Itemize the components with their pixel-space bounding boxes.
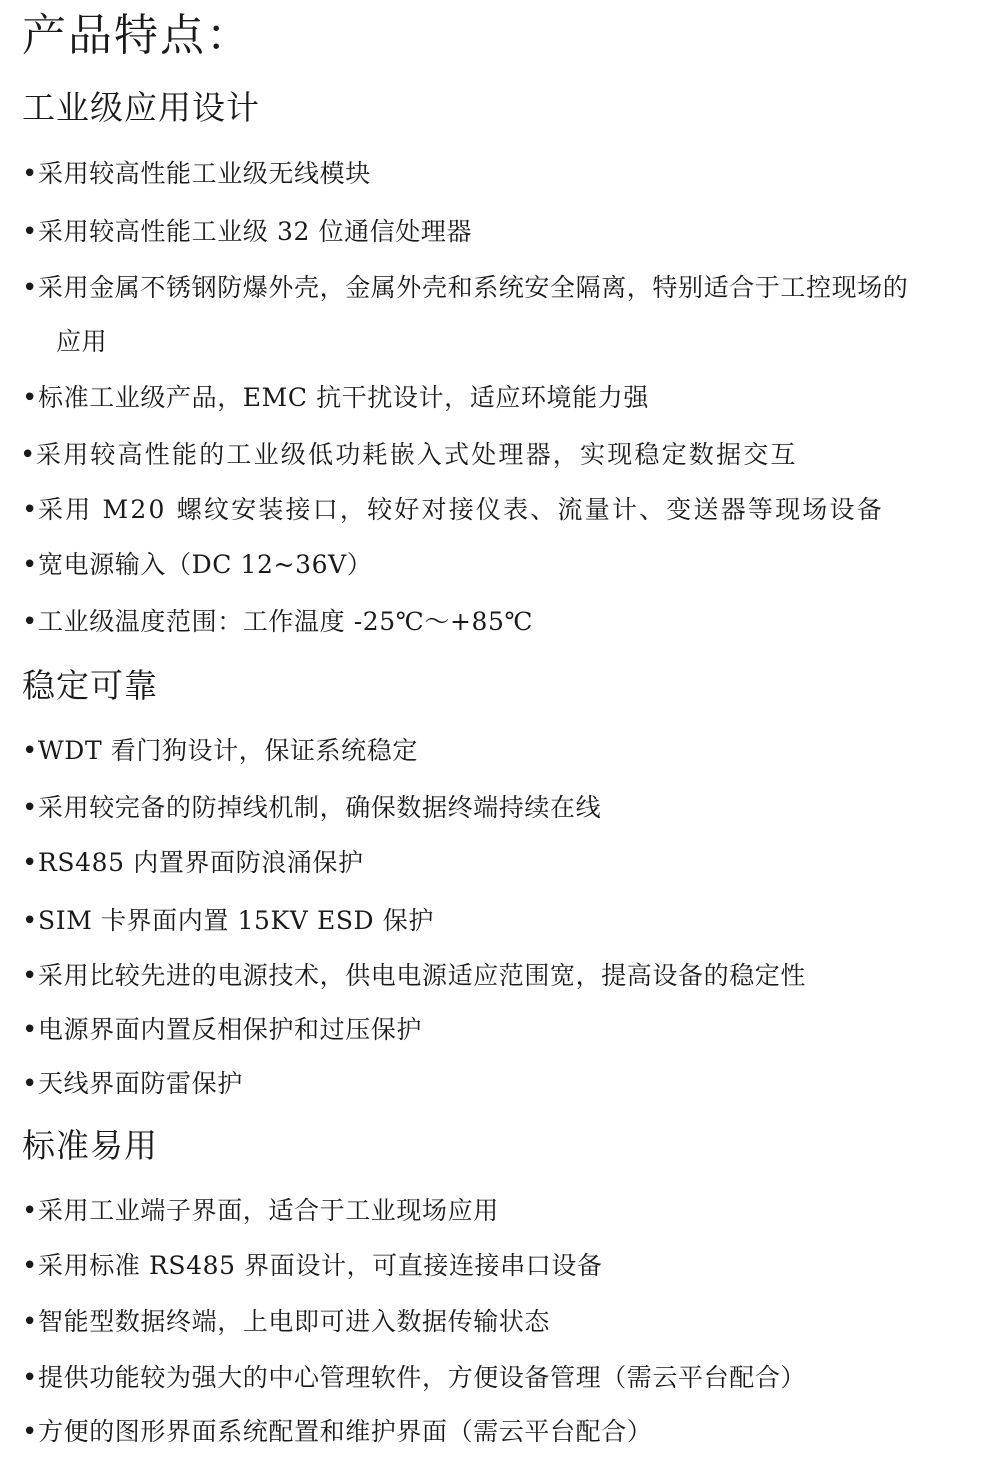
- list-item-text: 方便的图形界面系统配置和维护界面（需云平台配合）: [38, 1417, 653, 1446]
- bullet-icon: •: [22, 550, 38, 580]
- list-item: [22, 492, 992, 528]
- list-item: [22, 845, 992, 881]
- list-item: [22, 1360, 992, 1396]
- list-item: [22, 1414, 992, 1450]
- list-item-text: 采用较高性能工业级无线模块: [38, 159, 371, 188]
- list-item: [22, 156, 992, 192]
- list-item: [22, 1066, 992, 1102]
- list-item-text: 采用标准 RS485 界面设计，可直接连接串口设备: [38, 1251, 603, 1280]
- section-heading-stable-reliable: 稳定可靠: [22, 666, 158, 705]
- list-item: [22, 1248, 992, 1284]
- list-item-text: 采用比较先进的电源技术，供电电源适应范围宽，提高设备的稳定性: [38, 961, 807, 990]
- list-item: [22, 958, 992, 994]
- bullet-icon: •: [22, 793, 38, 823]
- list-item: [22, 1012, 992, 1048]
- bullet-icon: •: [20, 440, 36, 470]
- bullet-icon: •: [22, 848, 38, 878]
- list-item-text: 工业级温度范围：工作温度 -25℃～+85℃: [38, 607, 534, 636]
- bullet-icon: •: [22, 217, 38, 247]
- list-item: [22, 604, 992, 640]
- bullet-icon: •: [22, 1069, 38, 1099]
- list-item-text: 采用较高性能工业级 32 位通信处理器: [38, 217, 473, 246]
- bullet-icon: •: [22, 1251, 38, 1281]
- list-item-text: 采用 M20 螺纹安装接口，较好对接仪表、流量计、变送器等现场设备: [38, 495, 884, 524]
- bullet-icon: •: [22, 383, 38, 413]
- list-item-text: 提供功能较为强大的中心管理软件，方便设备管理（需云平台配合）: [38, 1363, 807, 1392]
- section-heading-standard-easy: 标准易用: [22, 1126, 158, 1165]
- list-item-text: 标准工业级产品，EMC 抗干扰设计，适应环境能力强: [38, 383, 649, 412]
- list-item-text: 电源界面内置反相保护和过压保护: [38, 1015, 423, 1044]
- list-item: [22, 547, 992, 583]
- bullet-icon: •: [22, 159, 38, 189]
- bullet-icon: •: [22, 607, 38, 637]
- list-item-text: 宽电源输入（DC 12~36V）: [38, 550, 373, 579]
- list-item-text: RS485 内置界面防浪涌保护: [38, 848, 364, 877]
- list-item: [22, 214, 992, 250]
- bullet-icon: •: [22, 961, 38, 991]
- list-item-text: 采用金属不锈钢防爆外壳，金属外壳和系统安全隔离，特别适合于工控现场的: [38, 273, 909, 302]
- list-item-text: SIM 卡界面内置 15KV ESD 保护: [38, 906, 434, 935]
- list-item: [22, 270, 992, 306]
- list-item-text: 智能型数据终端，上电即可进入数据传输状态: [38, 1307, 551, 1336]
- section-heading-industrial-design: 工业级应用设计: [22, 88, 260, 127]
- list-item-text: WDT 看门狗设计，保证系统稳定: [38, 736, 418, 765]
- list-item-continuation: 应用: [56, 327, 108, 356]
- list-item-text: 天线界面防雷保护: [38, 1069, 243, 1098]
- bullet-icon: •: [22, 495, 38, 525]
- page-title: 产品特点：: [22, 10, 252, 61]
- bullet-icon: •: [22, 1015, 38, 1045]
- list-item: [22, 733, 992, 769]
- list-item: [22, 903, 992, 939]
- list-item: [22, 1304, 992, 1340]
- list-item-text: 采用较完备的防掉线机制，确保数据终端持续在线: [38, 793, 602, 822]
- list-item: [22, 790, 992, 826]
- bullet-icon: •: [22, 906, 38, 936]
- bullet-icon: •: [22, 1307, 38, 1337]
- list-item-text: 采用较高性能的工业级低功耗嵌入式处理器，实现稳定数据交互: [36, 440, 798, 469]
- bullet-icon: •: [22, 736, 38, 766]
- list-item: [22, 380, 992, 416]
- list-item: [20, 437, 990, 473]
- list-item-text: 采用工业端子界面，适合于工业现场应用: [38, 1196, 499, 1225]
- bullet-icon: •: [22, 1363, 38, 1393]
- list-item: [22, 1193, 992, 1229]
- bullet-icon: •: [22, 1417, 38, 1447]
- bullet-icon: •: [22, 1196, 38, 1226]
- bullet-icon: •: [22, 273, 38, 303]
